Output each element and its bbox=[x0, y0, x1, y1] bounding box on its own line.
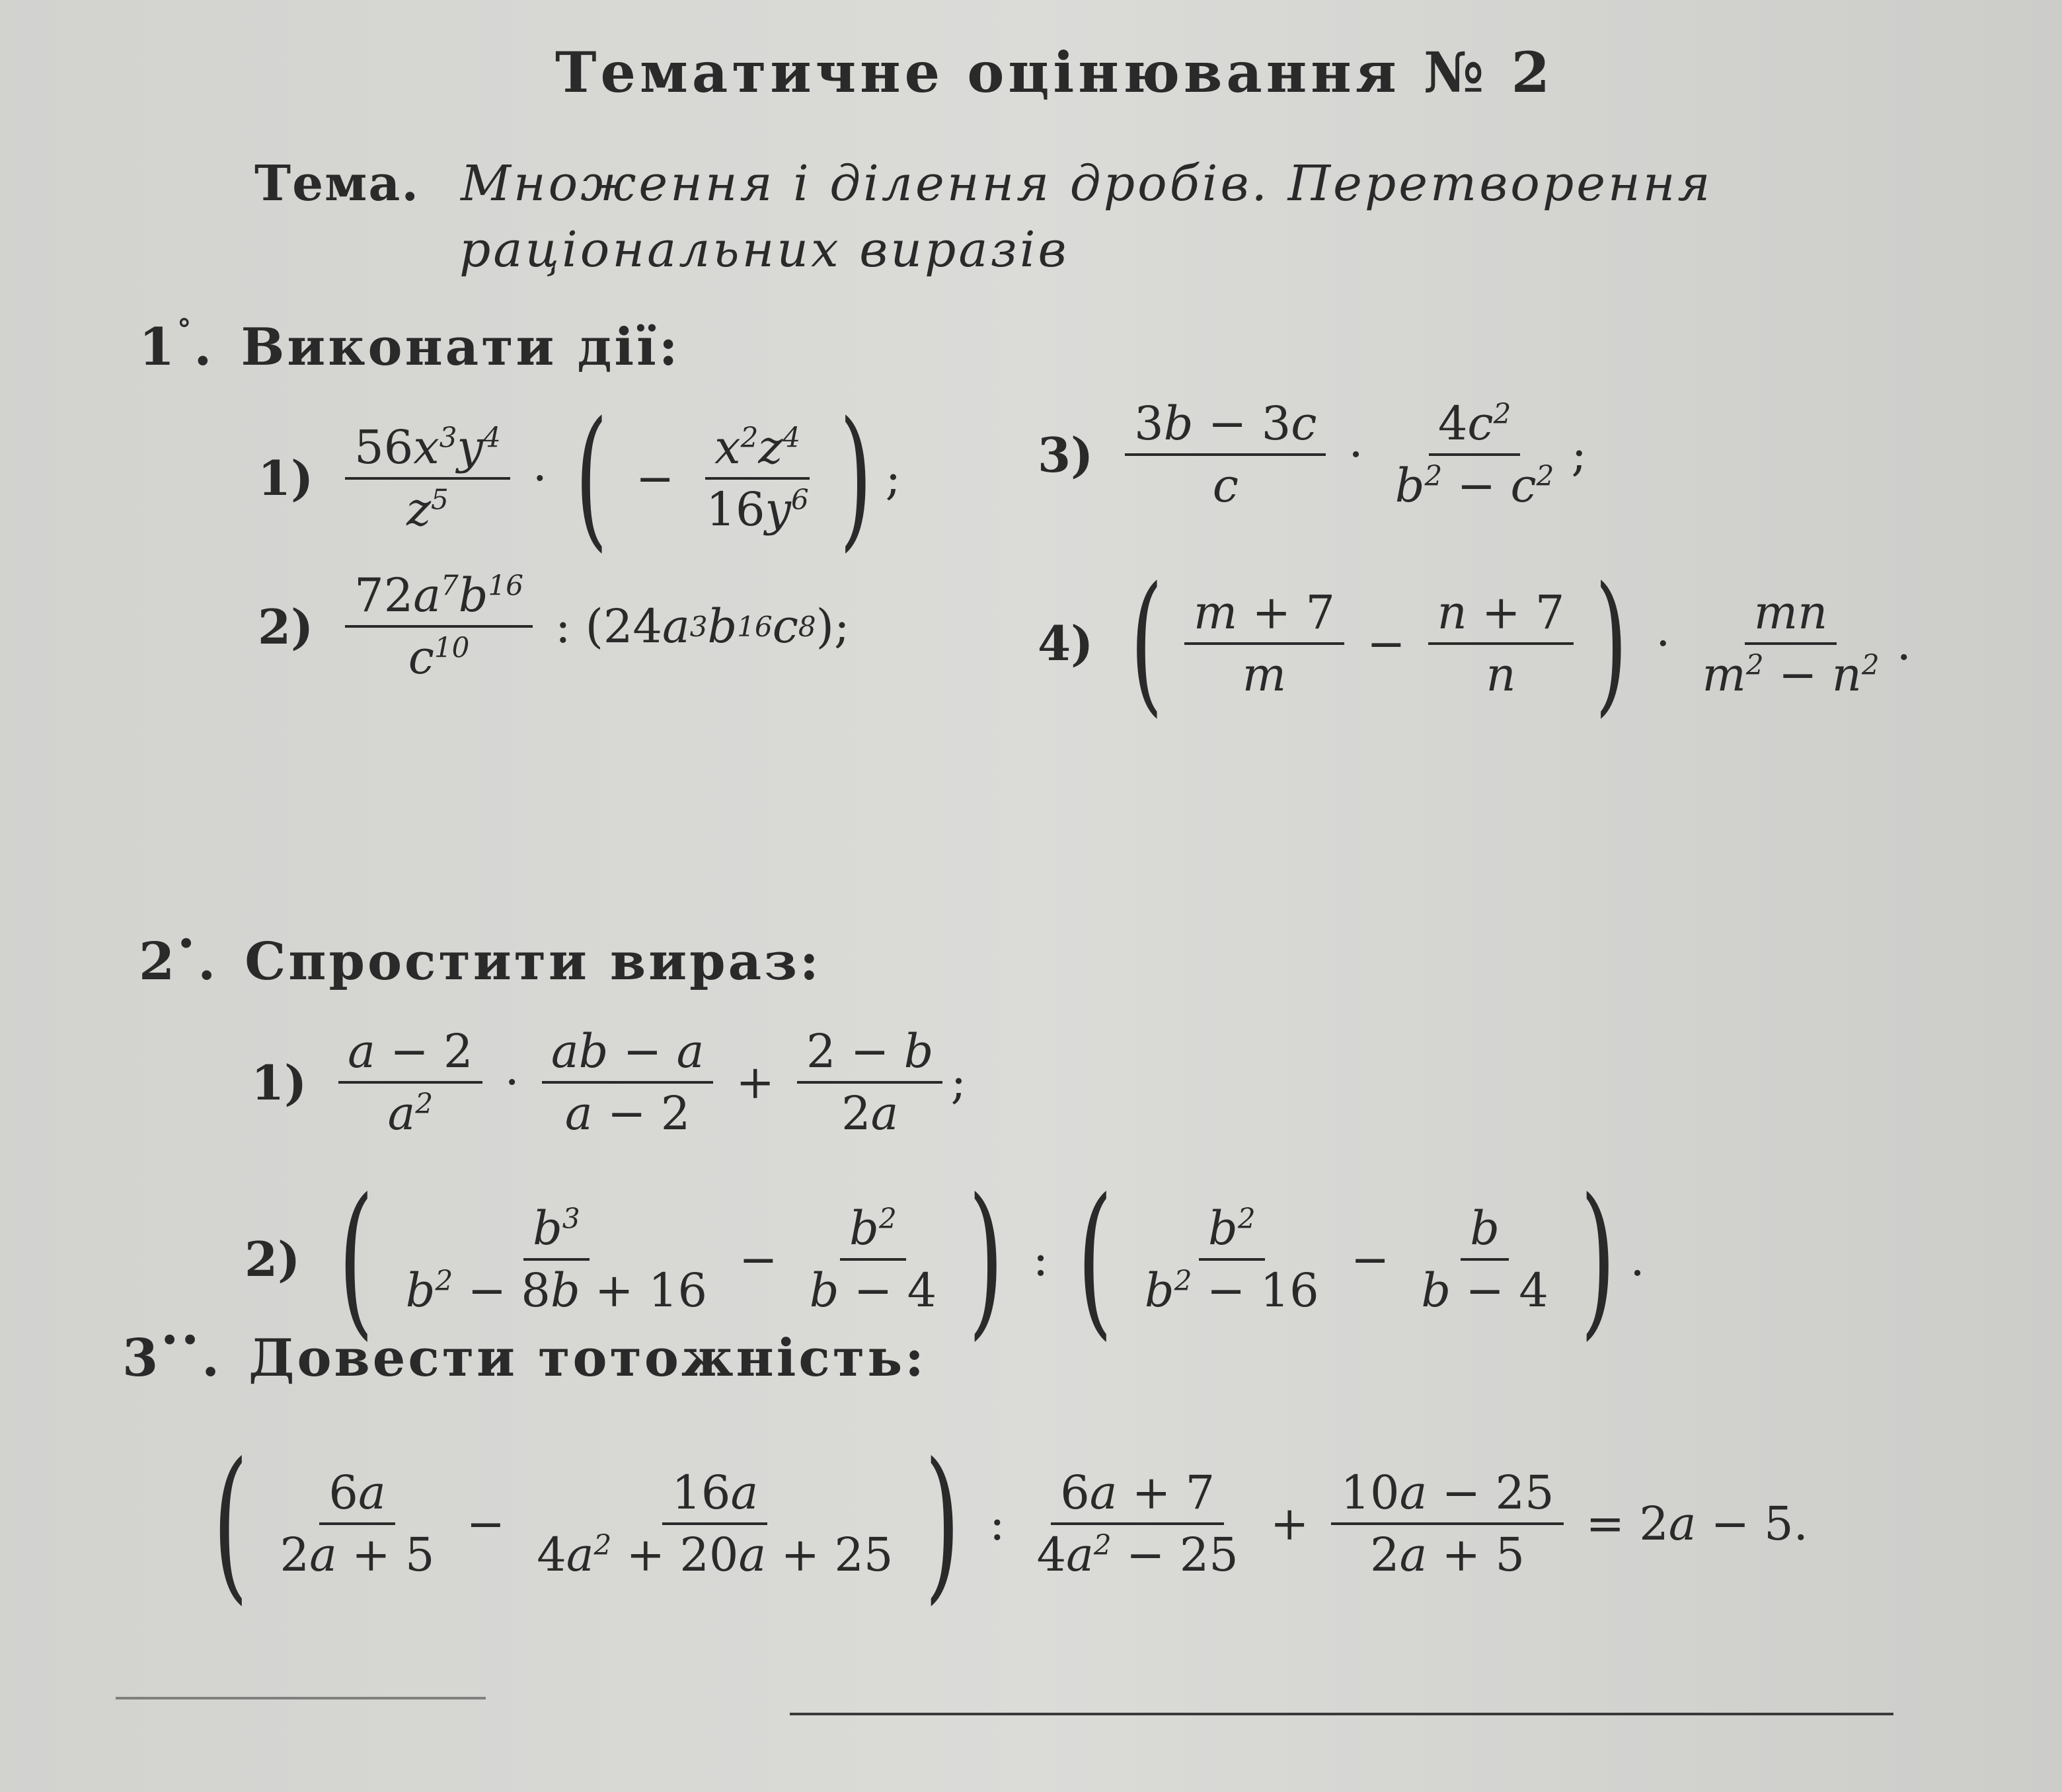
task-3-heading bbox=[122, 1324, 927, 1388]
task-1-item-1: 1) $\frac{56x^3y^4}{z^5}$ · ( − $\frac{x^2z^4}{16y^6}$ ) ; bbox=[258, 390, 901, 566]
fraction: $\frac{72a^7b^{16}}{c^{10}}$ bbox=[345, 568, 533, 685]
topic-label: Тема. bbox=[254, 155, 420, 212]
fraction: $\frac{16a}{4a^2 + 20a + 25}$ bbox=[537, 1465, 894, 1582]
task-1-item-3: 3) $\frac{3b - 3c}{c}$ · $\frac{4c^2}{b^2 - c^2}$ ; bbox=[1038, 396, 1587, 513]
page-title: Тематичне оцінювання № 2 bbox=[555, 40, 1554, 105]
fraction: $\frac{b^2}{b^2 - 16}$ bbox=[1144, 1201, 1319, 1318]
task-1-heading bbox=[139, 313, 681, 377]
fraction: $\frac{x^2z^4}{16y^6}$ bbox=[706, 420, 809, 537]
task-1-item-2: 2) $\frac{72a^7b^{16}}{c^{10}}$ : (24 a 3 b 16 c 8 ); bbox=[258, 568, 850, 685]
task-1-number: 1°. bbox=[139, 313, 215, 377]
task-1-title: Виконати дії: bbox=[241, 317, 681, 377]
task-3-identity: ( $\frac{6a}{2a + 5}$ − $\frac{16a}{4a^2 + 20a + 25}$ ) : $\frac{6a + 7}{4a^2 - 25}$ + $\frac{10a - 25}{2a + 5}$ = 2 a − 5. bbox=[212, 1427, 1808, 1620]
fraction: $\frac{a - 2}{a^2}$ bbox=[338, 1024, 482, 1140]
item-label: 2) bbox=[245, 1231, 301, 1287]
item-label: 1) bbox=[258, 450, 314, 506]
task-2-title: Спростити вираз: bbox=[245, 932, 821, 992]
bottom-rule-right bbox=[790, 1713, 1893, 1715]
topic-text-line2: раціональних виразів bbox=[459, 221, 1069, 278]
fraction: $\frac{2 - b}{2a}$ bbox=[797, 1024, 943, 1140]
item-label: 4) bbox=[1038, 615, 1094, 671]
task-2-item-2: 2) ( $\frac{b^3}{b^2 - 8b + 16}$ − $\frac{b^2}{b - 4}$ ) : ( $\frac{b^2}{b^2 - 16}$ − $\frac{b}{b - 4}$ ) . bbox=[245, 1163, 1645, 1355]
bottom-rule-left bbox=[116, 1697, 486, 1699]
fraction: $\frac{6a}{2a + 5}$ bbox=[280, 1465, 435, 1582]
topic-text-line1: Множення і ділення дробів. Перетворення bbox=[461, 155, 1713, 212]
fraction: $\frac{10a - 25}{2a + 5}$ bbox=[1331, 1466, 1563, 1582]
fraction: $\frac{4c^2}{b^2 - c^2}$ bbox=[1394, 396, 1554, 513]
fraction: $\frac{n + 7}{n}$ bbox=[1428, 585, 1574, 702]
task-2-number: 2•. bbox=[139, 928, 219, 992]
task-3-mark: •• bbox=[161, 1324, 202, 1357]
fraction: $\frac{ab - a}{a - 2}$ bbox=[542, 1024, 713, 1140]
fraction: $\frac{3b - 3c}{c}$ bbox=[1125, 396, 1326, 513]
item-label: 1) bbox=[251, 1054, 307, 1111]
task-1-item-4: 4) ( $\frac{m + 7}{m}$ − $\frac{n + 7}{n}$ ) · $\frac{mn}{m^2 - n^2}$ . bbox=[1038, 555, 1911, 731]
item-label: 3) bbox=[1038, 426, 1094, 483]
fraction: $\frac{mn}{m^2 - n^2}$ bbox=[1702, 585, 1880, 702]
task-3-number: 3••. bbox=[122, 1324, 223, 1388]
task-2-mark: • bbox=[177, 928, 198, 960]
topic bbox=[254, 155, 1713, 212]
task-2-heading bbox=[139, 928, 821, 992]
fraction: $\frac{m + 7}{m}$ bbox=[1184, 585, 1344, 702]
fraction: $\frac{b}{b - 4}$ bbox=[1421, 1201, 1548, 1318]
fraction: $\frac{6a + 7}{4a^2 - 25}$ bbox=[1036, 1465, 1239, 1582]
fraction: $\frac{56x^3y^4}{z^5}$ bbox=[345, 420, 510, 537]
task-3-title: Довести тотожність: bbox=[248, 1328, 927, 1388]
item-label: 2) bbox=[258, 598, 314, 655]
task-1-mark: ° bbox=[177, 313, 194, 346]
task-2-item-1: 1) $\frac{a - 2}{a^2}$ · $\frac{ab - a}{a - 2}$ + $\frac{2 - b}{2a}$ ; bbox=[251, 1024, 967, 1140]
fraction: $\frac{b^2}{b - 4}$ bbox=[809, 1201, 937, 1318]
fraction: $\frac{b^3}{b^2 - 8b + 16}$ bbox=[405, 1201, 708, 1318]
